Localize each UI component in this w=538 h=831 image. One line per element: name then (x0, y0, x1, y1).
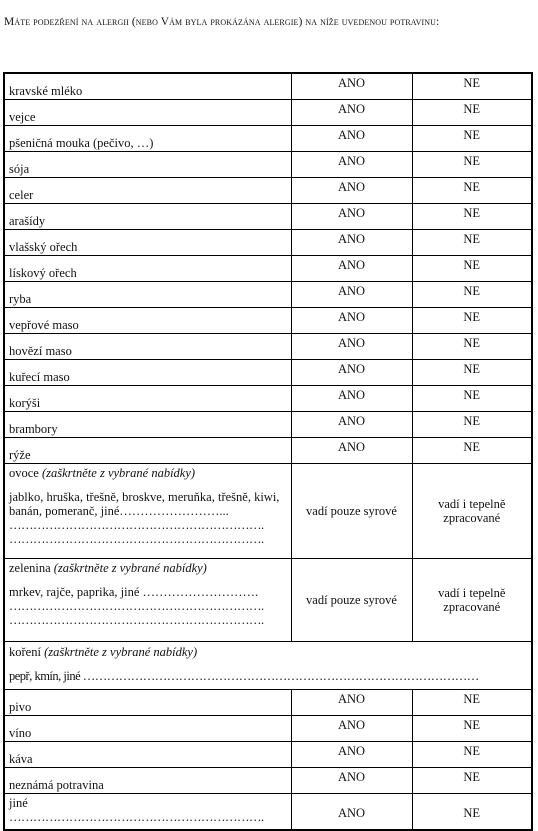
food-row (4, 716, 532, 742)
yes-option[interactable]: ANO (291, 716, 412, 742)
no-option[interactable]: NE (412, 742, 532, 768)
food-row (4, 204, 532, 230)
food-name: sója (4, 152, 291, 178)
fruit-cooked-option[interactable]: vadí i tepelně zpracované (412, 464, 532, 559)
no-option[interactable]: NE (412, 256, 532, 282)
no-option[interactable]: NE (412, 308, 532, 334)
vegetables-options: mrkev, rajče, paprika, jiné ………………………. (9, 585, 259, 599)
fruit-cell (4, 464, 291, 559)
food-name: víno (4, 716, 291, 742)
yes-option[interactable]: ANO (291, 73, 412, 100)
food-row (4, 256, 532, 282)
yes-option[interactable]: ANO (291, 742, 412, 768)
no-option[interactable]: NE (412, 73, 532, 100)
no-option[interactable]: NE (412, 100, 532, 126)
spices-cell[interactable] (4, 642, 532, 690)
yes-option[interactable]: ANO (291, 438, 412, 464)
food-name: ryba (4, 282, 291, 308)
yes-option[interactable]: ANO (291, 204, 412, 230)
vegetables-label: zelenina (9, 561, 51, 575)
food-name: korýši (4, 386, 291, 412)
no-option[interactable]: NE (412, 360, 532, 386)
food-name: vepřové maso (4, 308, 291, 334)
spices-hint: (zaškrtněte z vybrané nabídky) (44, 645, 198, 659)
food-row (4, 742, 532, 768)
food-row (4, 178, 532, 204)
food-row (4, 360, 532, 386)
food-row (4, 126, 532, 152)
food-name: celer (4, 178, 291, 204)
food-row (4, 73, 532, 100)
other-label: jiné (9, 796, 28, 810)
yes-option[interactable]: ANO (291, 768, 412, 794)
yes-option[interactable]: ANO (291, 282, 412, 308)
yes-option[interactable]: ANO (291, 256, 412, 282)
yes-option[interactable]: ANO (291, 690, 412, 716)
food-row (4, 230, 532, 256)
food-name: kravské mléko (4, 73, 291, 100)
fruit-raw-option[interactable]: vadí pouze syrové (291, 464, 412, 559)
fruit-hint: (zaškrtněte z vybrané nabídky) (41, 466, 196, 480)
no-option[interactable]: NE (412, 768, 532, 794)
food-row (4, 412, 532, 438)
other-dots: ………………………………………………………. (9, 810, 264, 824)
allergy-table (3, 72, 533, 831)
spices-label: koření (9, 645, 41, 659)
yes-option[interactable]: ANO (291, 360, 412, 386)
vegetables-hint: (zaškrtněte z vybrané nabídky) (53, 561, 207, 575)
no-option[interactable]: NE (412, 126, 532, 152)
food-name: vejce (4, 100, 291, 126)
no-option[interactable]: NE (412, 690, 532, 716)
yes-option[interactable]: ANO (291, 308, 412, 334)
vegetables-dots-2: ………………………………………………………. (9, 613, 264, 627)
other-row (4, 794, 532, 831)
no-option[interactable]: NE (412, 178, 532, 204)
food-name: pšeničná mouka (pečivo, …) (4, 126, 291, 152)
yes-option[interactable]: ANO (291, 178, 412, 204)
food-name: arašídy (4, 204, 291, 230)
no-option[interactable]: NE (412, 282, 532, 308)
food-name: pivo (4, 690, 291, 716)
spices-options: pepř, kmín, jiné ……………………………………………………………………………………… (9, 669, 479, 683)
vegetables-row (4, 559, 532, 642)
other-yes-option[interactable]: ANO (291, 794, 412, 831)
other-cell (4, 794, 291, 831)
food-name: vlašský ořech (4, 230, 291, 256)
food-name: káva (4, 742, 291, 768)
food-row (4, 768, 532, 794)
no-option[interactable]: NE (412, 386, 532, 412)
fruit-label: ovoce (9, 466, 39, 480)
food-row (4, 386, 532, 412)
no-option[interactable]: NE (412, 716, 532, 742)
yes-option[interactable]: ANO (291, 126, 412, 152)
food-name: neznámá potravina (4, 768, 291, 794)
vegetables-cooked-option[interactable]: vadí i tepelně zpracované (412, 559, 532, 642)
fruit-options: jablko, hruška, třešně, broskve, meruňka, třešně, kiwi, banán, pomeranč, jiné……………………... (9, 490, 280, 518)
vegetables-cell (4, 559, 291, 642)
food-row (4, 152, 532, 178)
no-option[interactable]: NE (412, 204, 532, 230)
yes-option[interactable]: ANO (291, 152, 412, 178)
yes-option[interactable]: ANO (291, 412, 412, 438)
no-option[interactable]: NE (412, 438, 532, 464)
yes-option[interactable]: ANO (291, 334, 412, 360)
food-row (4, 308, 532, 334)
yes-option[interactable]: ANO (291, 230, 412, 256)
fruit-row (4, 464, 532, 559)
vegetables-dots-1: ………………………………………………………. (9, 599, 264, 613)
vegetables-raw-option[interactable]: vadí pouze syrové (291, 559, 412, 642)
food-row (4, 334, 532, 360)
food-name: kuřecí maso (4, 360, 291, 386)
other-no-option[interactable]: NE (412, 794, 532, 831)
food-name: lískový ořech (4, 256, 291, 282)
no-option[interactable]: NE (412, 152, 532, 178)
fruit-dots-2: ………………………………………………………. (9, 532, 264, 546)
no-option[interactable]: NE (412, 412, 532, 438)
no-option[interactable]: NE (412, 230, 532, 256)
food-row (4, 438, 532, 464)
yes-option[interactable]: ANO (291, 100, 412, 126)
no-option[interactable]: NE (412, 334, 532, 360)
food-name: brambory (4, 412, 291, 438)
fruit-dots-1: ………………………………………………………. (9, 518, 264, 532)
spices-row (4, 642, 532, 690)
yes-option[interactable]: ANO (291, 386, 412, 412)
food-row (4, 282, 532, 308)
food-name: rýže (4, 438, 291, 464)
food-row (4, 690, 532, 716)
food-row (4, 100, 532, 126)
form-heading: Máte podezření na alergii (nebo Vám byla prokázána alergie) na níže uvedenou potravinu: (4, 16, 440, 28)
food-name: hovězí maso (4, 334, 291, 360)
